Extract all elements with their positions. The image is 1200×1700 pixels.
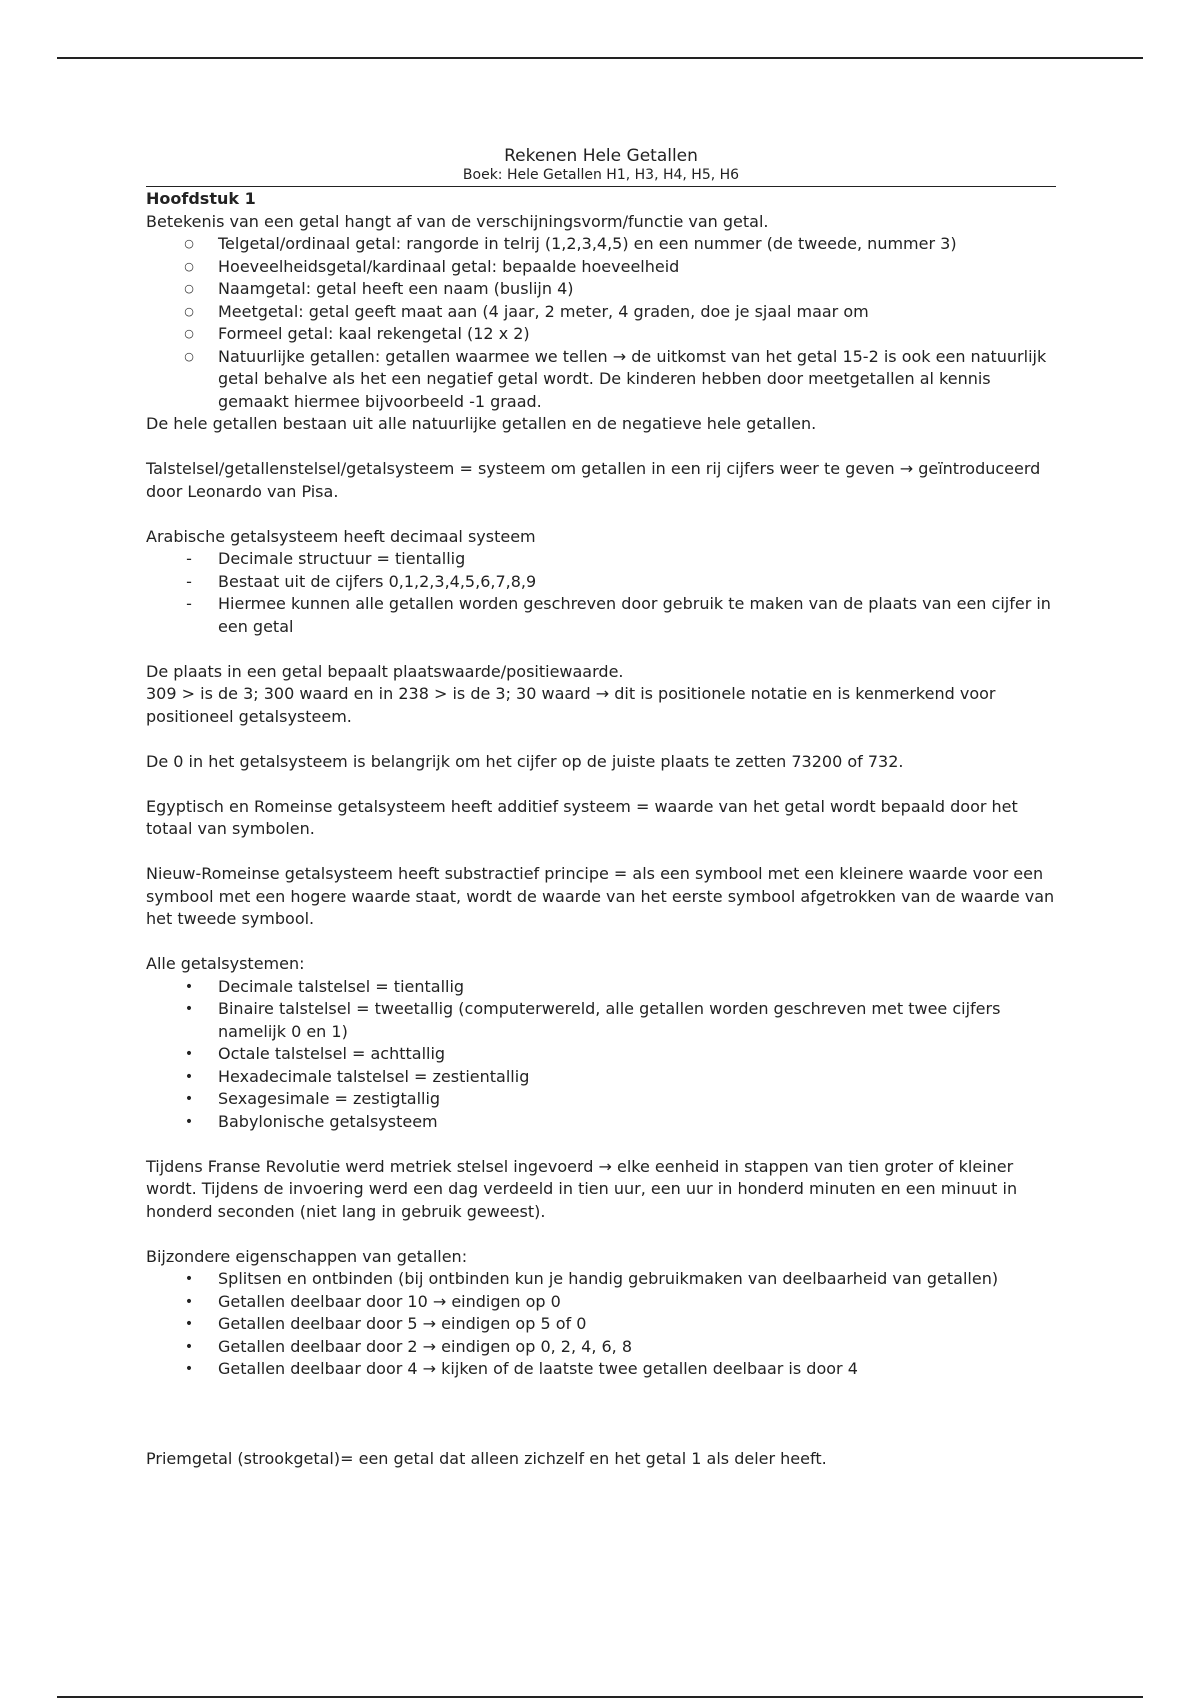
bullet-icon: • <box>184 1271 194 1287</box>
bullet-icon: • <box>184 1113 194 1130</box>
document-title: Rekenen Hele Getallen <box>504 146 698 166</box>
bullet-icon: • <box>184 1001 194 1017</box>
talstelsel-paragraph: Talstelsel/getallenstelsel/getalsysteem = systeem om getallen in een rij cijfers weer te geven → geïntroduceerd door Leonardo van Pisa. <box>146 459 1041 501</box>
systems-intro: Alle getalsystemen: <box>146 954 305 973</box>
footer-rule <box>57 1696 1143 1698</box>
header-rule <box>57 57 1143 59</box>
circle-bullet-icon: ○ <box>184 327 194 340</box>
document-subtitle: Boek: Hele Getallen H1, H3, H4, H5, H6 <box>146 166 1056 187</box>
list-item: • Getallen deelbaar door 5 → eindigen op 5 of 0 <box>146 1313 1056 1336</box>
whole-numbers-paragraph: De hele getallen bestaan uit alle natuurlijke getallen en de negatieve hele getallen. <box>146 414 817 433</box>
list-item: • Getallen deelbaar door 10 → eindigen op 0 <box>146 1291 1056 1314</box>
bullet-icon: • <box>184 1091 194 1107</box>
zero-paragraph: De 0 in het getalsysteem is belangrijk om het cijfer op de juiste plaats te zetten 73200 of 732. <box>146 751 904 771</box>
list-item: ○ Formeel getal: kaal rekengetal (12 x 2) <box>146 323 1056 346</box>
dash-bullet-icon: - <box>186 549 192 568</box>
list-item: ○ Meetgetal: getal geeft maat aan (4 jaar, 2 meter, 4 graden, doe je sjaal maar om <box>146 301 1056 324</box>
place-value-line-1: De plaats in een getal bepaalt plaatswaarde/positiewaarde. <box>146 661 624 681</box>
chapter-heading: Hoofdstuk 1 <box>146 189 256 208</box>
list-item: - Bestaat uit de cijfers 0,1,2,3,4,5,6,7,8,9 <box>146 571 1056 594</box>
place-value-line-2: 309 > is de 3; 300 waard en in 238 > is de 3; 30 waard → dit is positionele notatie en is kenmerkend voor positioneel getalsysteem. <box>146 684 996 726</box>
egyptian-paragraph: Egyptisch en Romeinse getalsysteem heeft additief systeem = waarde van het getal wordt bepaald door het totaal van symbolen. <box>146 796 1018 838</box>
list-item: - Decimale structuur = tientallig <box>146 548 1056 571</box>
number-types-list <box>146 233 1056 413</box>
circle-bullet-icon: ○ <box>184 237 194 250</box>
new-roman-paragraph: Nieuw-Romeinse getalsysteem heeft substractief principe = als een symbool met een kleinere waarde voor een symbool met een hogere waarde staat, wordt de waarde van het eerste symbool afgetrokken van de waarde van het tweede symbool. <box>146 864 1055 928</box>
list-item: • Getallen deelbaar door 4 → kijken of de laatste twee getallen deelbaar is door 4 <box>146 1358 1056 1381</box>
properties-list <box>146 1268 1056 1381</box>
bullet-icon: • <box>184 1338 194 1355</box>
list-item: ○ Telgetal/ordinaal getal: rangorde in telrij (1,2,3,4,5) en een nummer (de tweede, nummer 3) <box>146 233 1056 256</box>
bullet-icon: • <box>184 978 194 995</box>
arabic-list <box>146 548 1056 638</box>
bullet-icon: • <box>184 1293 194 1310</box>
systems-list <box>146 976 1056 1134</box>
list-item: ○ Natuurlijke getallen: getallen waarmee we tellen → de uitkomst van het getal 15-2 is ook een natuurlijk getal behalve als het een negatief getal wordt. De kinderen hebben door meetgetallen al kennis gemaakt hiermee bijvoorbeeld -1 graad. <box>184 346 1047 411</box>
list-item: • Sexagesimale = zestigtallig <box>146 1088 1056 1111</box>
dash-bullet-icon: - <box>186 571 192 591</box>
bullet-icon: • <box>184 1068 194 1085</box>
circle-bullet-icon: ○ <box>184 282 194 295</box>
circle-bullet-icon: ○ <box>184 304 194 318</box>
revolution-paragraph: Tijdens Franse Revolutie werd metriek stelsel ingevoerd → elke eenheid in stappen van tien groter of kleiner wordt. Tijdens de invoering werd een dag verdeeld in tien uur, een uur in honderd minuten en een minuut in honderd seconden (niet lang in gebruik geweest). <box>146 1156 1018 1221</box>
list-item: ○ Naamgetal: getal heeft een naam (buslijn 4) <box>146 278 1056 301</box>
list-item: • Babylonische getalsysteem <box>146 1111 1056 1134</box>
properties-intro: Bijzondere eigenschappen van getallen: <box>146 1246 468 1266</box>
prime-paragraph: Priemgetal (strookgetal)= een getal dat alleen zichzelf en het getal 1 als deler heeft. <box>146 1448 827 1468</box>
bullet-icon: • <box>184 1316 194 1332</box>
circle-bullet-icon: ○ <box>184 259 194 273</box>
list-item: ○ Hoeveelheidsgetal/kardinaal getal: bepaalde hoeveelheid <box>146 256 1056 279</box>
bullet-icon: • <box>184 1046 194 1062</box>
list-item: • Octale talstelsel = achttallig <box>146 1043 1056 1066</box>
list-item: • Hexadecimale talstelsel = zestientallig <box>146 1066 1056 1089</box>
document-page <box>146 146 1056 1470</box>
list-item: • Getallen deelbaar door 2 → eindigen op 0, 2, 4, 6, 8 <box>146 1336 1056 1359</box>
list-item: • Splitsen en ontbinden (bij ontbinden kun je handig gebruikmaken van deelbaarheid van getallen) <box>146 1268 1056 1291</box>
intro-paragraph: Betekenis van een getal hangt af van de verschijningsvorm/functie van getal. <box>146 211 769 231</box>
dash-bullet-icon: - <box>186 594 192 613</box>
list-item: - Hiermee kunnen alle getallen worden geschreven door gebruik te maken van de plaats van een cijfer in een getal <box>146 593 1056 638</box>
arabic-intro: Arabische getalsysteem heeft decimaal systeem <box>146 526 536 546</box>
bullet-icon: • <box>184 1361 194 1377</box>
list-item: • Decimale talstelsel = tientallig <box>146 976 1056 999</box>
circle-bullet-icon: ○ <box>184 349 194 363</box>
list-item: • Binaire talstelsel = tweetallig (computerwereld, alle getallen worden geschreven met twee cijfers namelijk 0 en 1) <box>184 999 1001 1041</box>
